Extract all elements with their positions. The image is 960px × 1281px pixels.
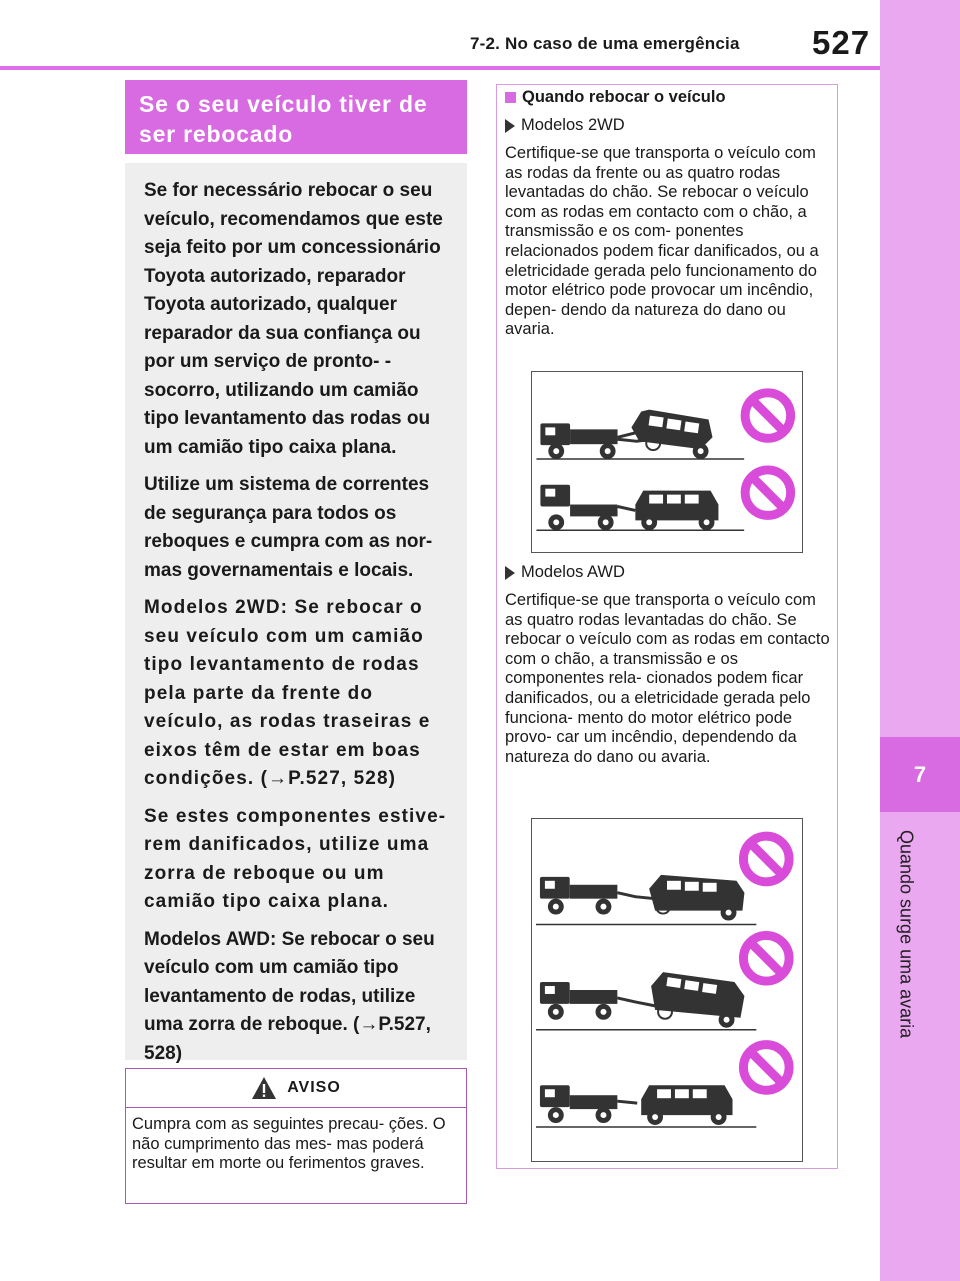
section-heading-line1: Se o seu veículo tiver de [139,91,428,117]
chapter-side-tab [880,0,960,1281]
tow-truck-icon [540,1085,637,1123]
triangle-bullet-icon [505,119,515,133]
towing-heading-text: Quando rebocar o veículo [522,88,726,106]
model-2wd-heading [505,116,835,135]
illustration-awd [531,818,803,1162]
section-heading-line2: ser rebocado [139,121,294,147]
text-awd: Certifique-se que transporta o veículo com as quatro rodas levantadas do chão. Se rebocar o veículo com as rodas em contacto com o chão, a transmissão e os componentes rela- cionados podem ficar danificados, ou a eletricidade gerada pelo funciona- mento do motor elétrico pode provo- car um incêndio, dependendo da natureza do dano ou avaria. [505,591,830,766]
intro-paragraph-3: Modelos 2WD: Se rebocar o seu veículo com um camião tipo levantamento de rodas pela parte da frente do veículo, as rodas traseiras e eixos têm de estar em boas condições. (→P.527, 528) [144,597,431,789]
prohibited-icon [743,836,789,882]
model-awd-label: Modelos AWD [521,563,625,581]
towing-awd-svg [532,819,802,1161]
warning-label: AVISO [287,1079,341,1096]
header-rule [0,66,880,70]
warning-triangle-icon [251,1076,277,1100]
illustration-2wd [531,371,803,553]
model-awd-heading [505,563,835,582]
car-icon [641,1085,732,1125]
intro-panel [125,163,467,1064]
warning-box [125,1068,467,1204]
page-number: 527 [812,24,871,61]
prohibited-icon [745,470,790,515]
prohibited-icon [743,1045,789,1091]
towing-2wd-svg [532,372,802,552]
intro-paragraph-1: Se for necessário rebocar o seu veículo, recomendamos que este seja feito por um concessionário Toyota autorizado, reparador Toyota autorizado, qualquer reparador da sua confiança ou por um serviço de pronto- -socorro, utilizando um camião tipo levantamento das rodas ou um camião tipo caixa plana. [144,180,443,458]
tow-truck-icon [540,877,670,915]
chapter-title-vertical [880,830,932,1070]
chapter-title: Quando surge uma avaria [896,830,917,1039]
prohibited-icon [745,393,790,438]
triangle-bullet-icon [505,566,515,580]
prohibited-icon [743,935,789,981]
warning-text: Cumpra com as seguintes precau- ções. O não cumprimento das mes- mas poderá resultar em morte ou ferimentos graves. [132,1115,446,1172]
intro-paragraph-5: Modelos AWD: Se rebocar o seu veículo com um camião tipo levantamento de rodas, utilize uma zorra de reboque. (→P.527, 528) [144,928,435,1064]
intro-paragraph-4: Se estes componentes estive- rem danificados, utilize uma zorra de reboque ou um camião tipo caixa plana. [144,805,447,912]
towing-heading [505,88,835,107]
section-heading [125,80,467,154]
warning-header [126,1069,466,1108]
car-icon [631,410,712,459]
square-bullet-icon [505,92,516,103]
tow-truck-icon [540,485,635,530]
chapter-number: 7 [913,762,927,787]
intro-paragraph-2: Utilize um sistema de correntes de segurança para todos os reboques e cumpra com as nor- mas governamentais e locais. [144,474,433,581]
car-icon [635,491,718,531]
section-title: 7-2. No caso de uma emergência [470,34,740,53]
text-2wd: Certifique-se que transporta o veículo com as rodas da frente ou as quatro rodas levantadas do chão. Se rebocar o veículo com as rodas em contacto com o chão, a transmissão e os com- ponentes relacionados podem ficar danificados, ou a eletricidade gerada pelo funcionamento do motor elétrico pode provocar um incêndio, depen- dendo da natureza do dano ou avaria. [505,144,819,339]
model-2wd-label: Modelos 2WD [521,116,625,134]
